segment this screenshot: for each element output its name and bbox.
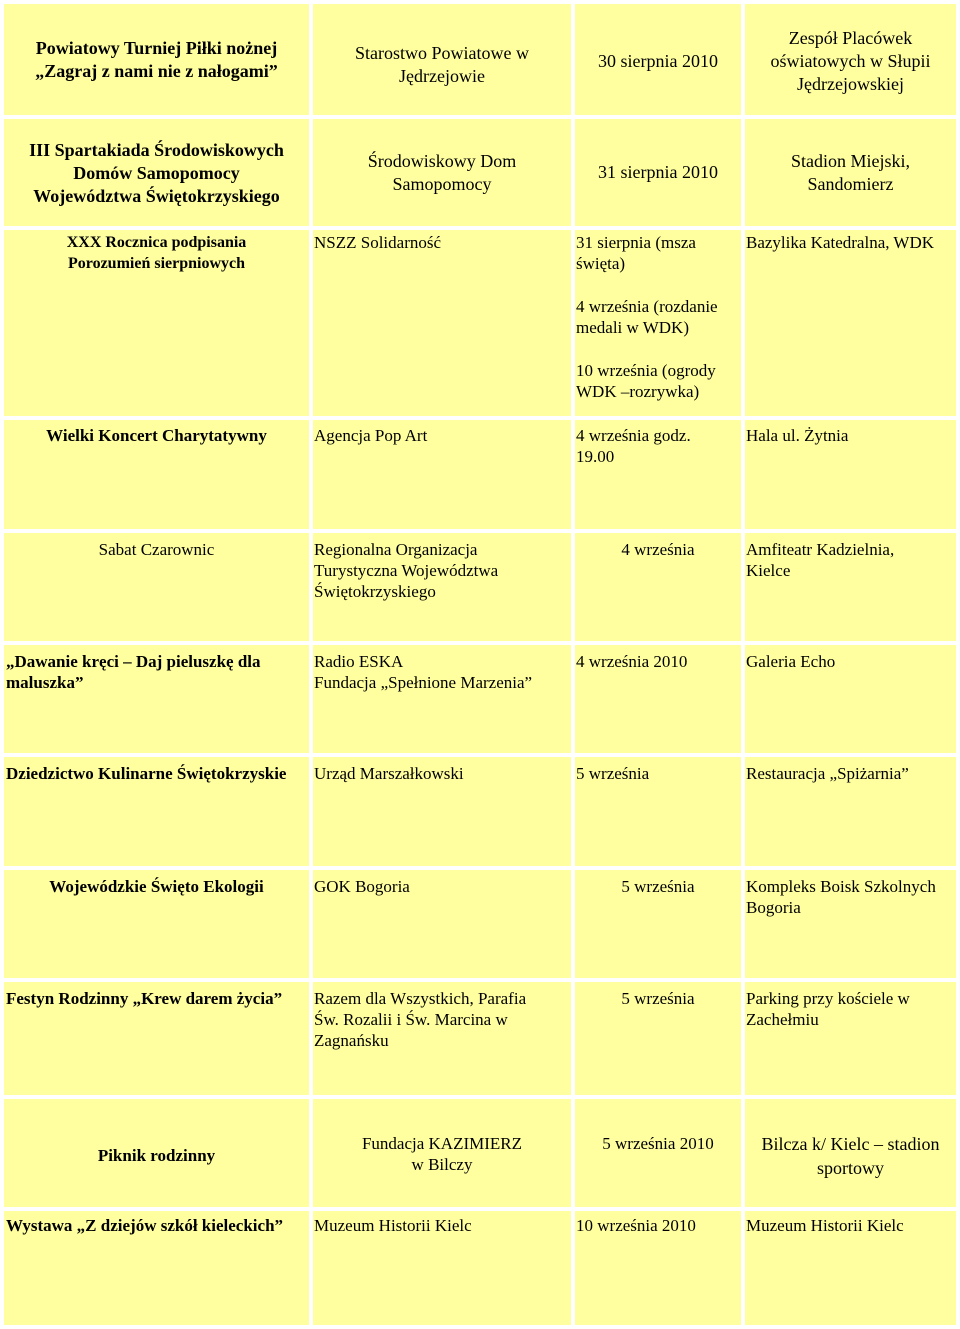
place-line: Bazylika Katedralna, WDK bbox=[746, 233, 935, 252]
date-line: 30 sierpnia 2010 bbox=[598, 51, 718, 71]
date-line: 4 września 2010 bbox=[576, 652, 688, 671]
event-cell bbox=[4, 533, 309, 641]
event-name-line: XXX Rocznica podpisania bbox=[66, 234, 247, 251]
organizer-cell bbox=[313, 533, 571, 641]
organizer-line: NSZZ Solidarność bbox=[314, 233, 442, 252]
event-name-line: Wielki Koncert Charytatywny bbox=[46, 426, 267, 445]
date-line: 31 sierpnia 2010 bbox=[598, 162, 718, 182]
date-cell bbox=[575, 533, 741, 641]
event-cell bbox=[4, 420, 309, 529]
date-line: WDK –rozrywka) bbox=[576, 382, 700, 401]
event-name-line: Wystawa „Z dziejów szkół kieleckich” bbox=[6, 1216, 284, 1235]
organizer-cell bbox=[313, 119, 571, 226]
place-line: sportowy bbox=[817, 1158, 884, 1178]
place-cell bbox=[745, 230, 956, 416]
date-cell bbox=[575, 4, 741, 115]
organizer-line: Starostwo Powiatowe w bbox=[355, 43, 529, 63]
date-cell bbox=[575, 230, 741, 416]
date-line: 4 września (rozdanie bbox=[576, 297, 718, 316]
event-cell bbox=[4, 1211, 309, 1325]
place-line: Jędrzejowskiej bbox=[797, 74, 904, 94]
date-cell bbox=[575, 420, 741, 529]
event-cell bbox=[4, 1099, 309, 1207]
event-cell bbox=[4, 4, 309, 115]
organizer-cell bbox=[313, 1099, 571, 1207]
organizer-line: Św. Rozalii i Św. Marcina w bbox=[314, 1010, 508, 1029]
event-cell bbox=[4, 982, 309, 1095]
place-line: Zespół Placówek bbox=[788, 28, 913, 48]
date-line: 10 września 2010 bbox=[576, 1216, 696, 1235]
date-cell bbox=[575, 757, 741, 866]
date-cell bbox=[575, 982, 741, 1095]
organizer-line: GOK Bogoria bbox=[314, 877, 410, 896]
organizer-line: Muzeum Historii Kielc bbox=[314, 1216, 472, 1235]
place-line: Parking przy kościele w bbox=[746, 989, 910, 1008]
event-cell bbox=[4, 757, 309, 866]
event-name-line: Dziedzictwo Kulinarne Świętokrzyskie bbox=[6, 764, 287, 783]
place-cell bbox=[745, 533, 956, 641]
organizer-cell bbox=[313, 420, 571, 529]
place-cell bbox=[745, 645, 956, 753]
date-line: 5 września bbox=[576, 764, 650, 783]
date-line: 4 września bbox=[621, 540, 695, 559]
date-cell bbox=[575, 645, 741, 753]
organizer-line: Jędrzejowie bbox=[399, 66, 485, 86]
place-line: Kompleks Boisk Szkolnych bbox=[746, 877, 936, 896]
date-line: 19.00 bbox=[576, 447, 615, 466]
place-line: Galeria Echo bbox=[746, 652, 836, 671]
event-name-line: „Zagraj z nami nie z nałogami” bbox=[35, 61, 278, 81]
organizer-line: Samopomocy bbox=[392, 174, 492, 194]
date-line: medali w WDK) bbox=[576, 318, 689, 337]
place-line: Muzeum Historii Kielc bbox=[746, 1216, 904, 1235]
organizer-line: Radio ESKA bbox=[314, 652, 404, 671]
place-line: Stadion Miejski, bbox=[790, 151, 910, 171]
event-name-line: Festyn Rodzinny „Krew darem życia” bbox=[6, 989, 283, 1008]
organizer-line: Środowiskowy Dom bbox=[367, 151, 517, 171]
organizer-cell bbox=[313, 4, 571, 115]
date-entry bbox=[576, 232, 736, 274]
event-cell bbox=[4, 870, 309, 978]
date-entry bbox=[576, 296, 736, 338]
event-cell bbox=[4, 119, 309, 226]
organizer-line: Turystyczna Województwa bbox=[314, 561, 499, 580]
organizer-line: Zagnańsku bbox=[314, 1031, 389, 1050]
organizer-line: Fundacja KAZIMIERZ bbox=[361, 1134, 523, 1153]
event-name-line: Porozumień sierpniowych bbox=[67, 255, 246, 272]
event-cell bbox=[4, 645, 309, 753]
date-line: święta) bbox=[576, 254, 626, 273]
place-cell bbox=[745, 1211, 956, 1325]
date-cell bbox=[575, 870, 741, 978]
event-name-line: „Dawanie kręci – Daj pieluszkę dla bbox=[6, 652, 261, 671]
organizer-cell bbox=[313, 1211, 571, 1325]
date-line: 5 września bbox=[621, 877, 695, 896]
place-cell bbox=[745, 420, 956, 529]
place-line: Hala ul. Żytnia bbox=[746, 426, 849, 445]
place-cell bbox=[745, 757, 956, 866]
date-line: 5 września bbox=[621, 989, 695, 1008]
date-cell bbox=[575, 1211, 741, 1325]
event-cell bbox=[4, 230, 309, 416]
event-name-line: III Spartakiada Środowiskowych bbox=[29, 140, 284, 160]
place-line: Restauracja „Spiżarnia” bbox=[746, 764, 909, 783]
date-line: 4 września godz. bbox=[576, 426, 691, 445]
organizer-cell bbox=[313, 645, 571, 753]
place-cell bbox=[745, 119, 956, 226]
event-name-line: Domów Samopomocy bbox=[73, 163, 240, 183]
organizer-line: Fundacja „Spełnione Marzenia” bbox=[314, 673, 533, 692]
event-name-line: Sabat Czarownic bbox=[98, 540, 215, 559]
place-line: Bogoria bbox=[746, 898, 801, 917]
organizer-cell bbox=[313, 757, 571, 866]
place-cell bbox=[745, 1099, 956, 1207]
organizer-line: Razem dla Wszystkich, Parafia bbox=[314, 989, 527, 1008]
place-line: Bilcza k/ Kielc – stadion bbox=[761, 1134, 940, 1154]
event-name-line: Piknik rodzinny bbox=[97, 1146, 216, 1165]
place-line: oświatowych w Słupii bbox=[770, 51, 931, 71]
place-cell bbox=[745, 982, 956, 1095]
place-cell bbox=[745, 4, 956, 115]
event-name-line: Wojewódzkie Święto Ekologii bbox=[49, 877, 264, 896]
organizer-line: Świętokrzyskiego bbox=[314, 582, 436, 601]
organizer-cell bbox=[313, 982, 571, 1095]
organizer-line: Regionalna Organizacja bbox=[314, 540, 478, 559]
event-name-line: Powiatowy Turniej Piłki nożnej bbox=[35, 38, 278, 58]
event-name-line: maluszka” bbox=[6, 673, 84, 692]
date-line: 10 września (ogrody bbox=[576, 361, 716, 380]
place-line: Zachełmiu bbox=[746, 1010, 819, 1029]
place-line: Sandomierz bbox=[807, 174, 894, 194]
date-cell bbox=[575, 119, 741, 226]
organizer-line: Urząd Marszałkowski bbox=[314, 764, 464, 783]
organizer-line: Agencja Pop Art bbox=[314, 426, 428, 445]
date-line: 31 sierpnia (msza bbox=[576, 233, 696, 252]
organizer-cell bbox=[313, 870, 571, 978]
event-name-line: Województwa Świętokrzyskiego bbox=[33, 186, 280, 206]
date-line: 5 września 2010 bbox=[602, 1134, 714, 1153]
date-cell bbox=[575, 1099, 741, 1207]
organizer-line: w Bilczy bbox=[411, 1155, 473, 1174]
place-line: Kielce bbox=[746, 561, 791, 580]
date-entry bbox=[576, 360, 736, 402]
place-line: Amfiteatr Kadzielnia, bbox=[746, 540, 895, 559]
place-cell bbox=[745, 870, 956, 978]
organizer-cell bbox=[313, 230, 571, 416]
